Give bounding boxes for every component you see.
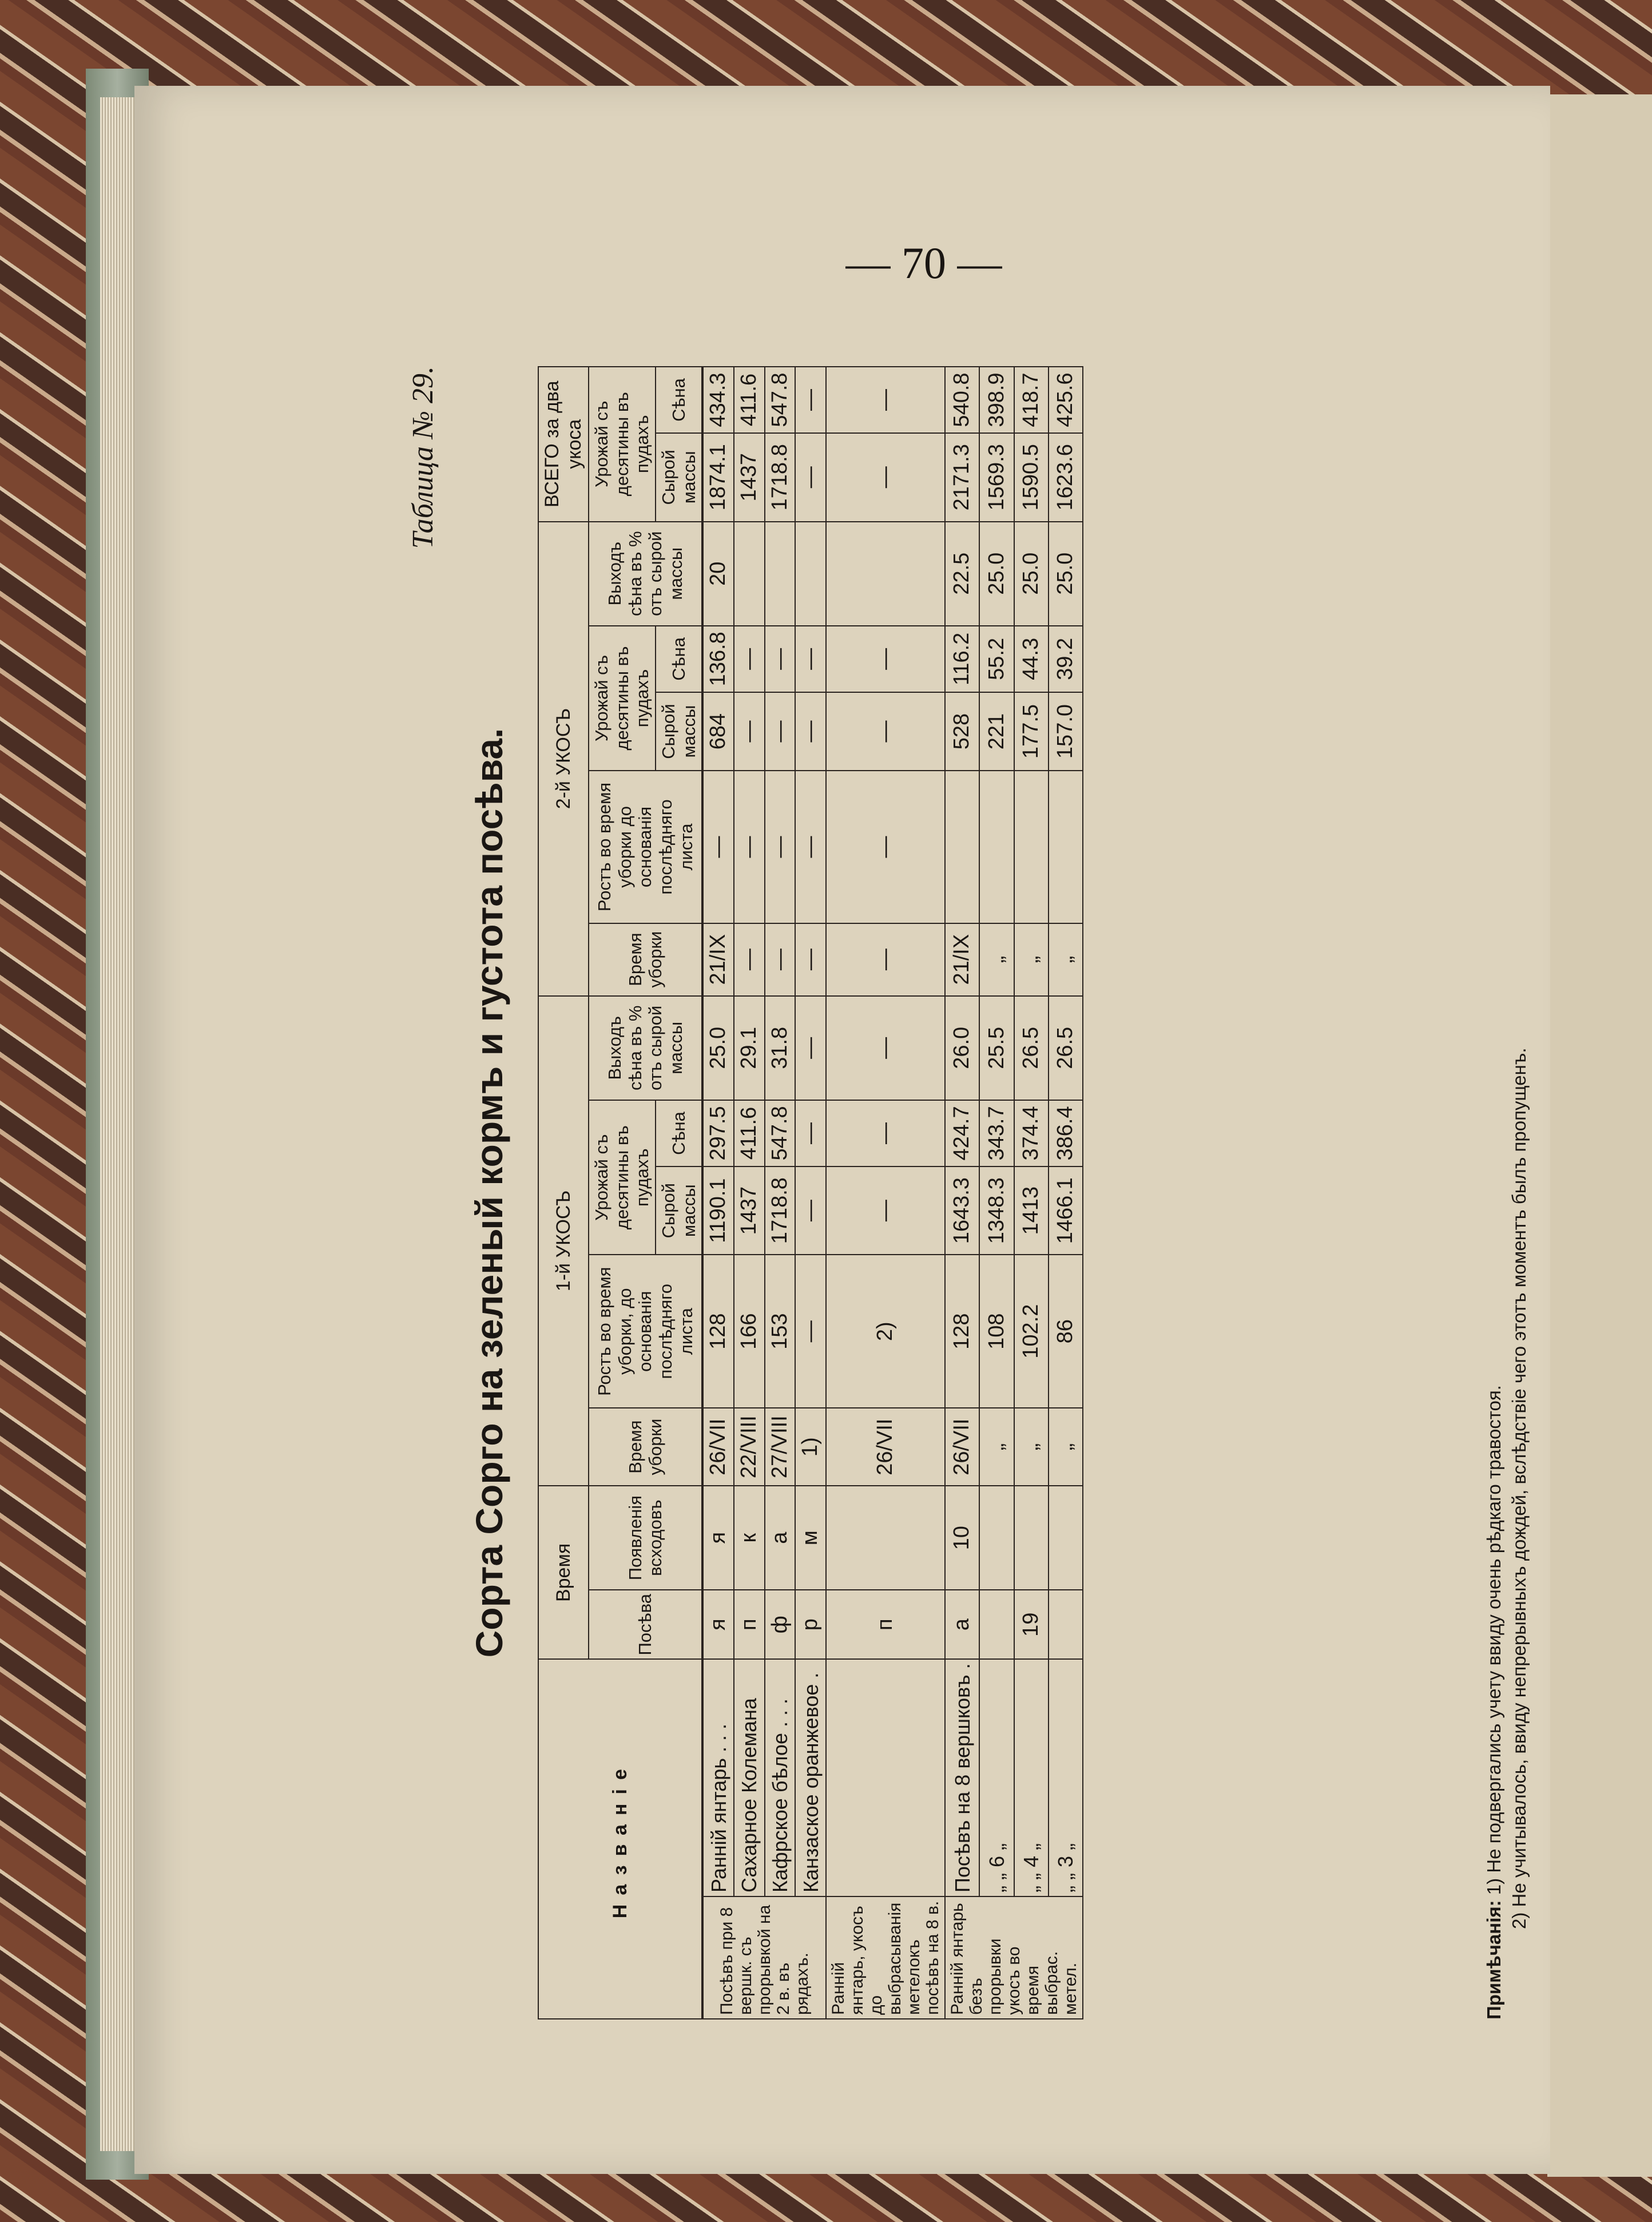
cell-hay: 424.7 <box>945 1100 979 1166</box>
footnote-2 <box>1507 366 1532 2019</box>
footnote-2-text: 2) Не учитывалось, ввиду непрерывныхъ дождей, вслѣдствіе чего этотъ моментъ былъ пропущенъ. <box>1508 1047 1530 1929</box>
cell-hay2: 116.2 <box>945 626 979 692</box>
cell-growth: 153 <box>765 1255 796 1408</box>
header-harvest-time: Время уборки <box>589 1408 702 1486</box>
footnote-1-text: 1) Не подвергались учету ввиду очень рѣдкаго травостоя. <box>1483 1385 1504 1895</box>
cell-hay: — <box>826 1100 945 1166</box>
cell-hay-t: 418.7 <box>1014 367 1049 433</box>
cell-out: — <box>795 996 826 1100</box>
cell-growth: 128 <box>945 1255 979 1408</box>
cell-emergence: 10 <box>945 1486 979 1590</box>
cell-growth2 <box>1049 771 1083 923</box>
cell-harvest2: — <box>826 923 945 996</box>
cell-raw-t: 1437 <box>734 433 765 522</box>
cell-emergence <box>1014 1486 1049 1590</box>
cell-emergence: м <box>795 1486 826 1590</box>
cell-growth2: — <box>795 771 826 923</box>
cell-hay-t: 434.3 <box>702 367 734 433</box>
cell-hay-t: — <box>795 367 826 433</box>
header-cut2: 2-й УКОСЪ <box>538 522 589 996</box>
cell-raw-t: 2171.3 <box>945 433 979 522</box>
cell-out2: 20 <box>702 522 734 626</box>
cell-hay-t: 425.6 <box>1049 367 1083 433</box>
cell-out: 26.0 <box>945 996 979 1100</box>
cell-growth2 <box>1014 771 1049 923</box>
cell-harvest: 22/VIII <box>734 1408 765 1486</box>
cell-raw-t: 1569.3 <box>979 433 1014 522</box>
cell-out2 <box>765 522 796 626</box>
header-hay-out: Выходъ сѣна въ % отъ сырой массы <box>589 996 702 1100</box>
header-raw: Сырой массы <box>656 1166 702 1255</box>
row-name <box>826 1659 945 1896</box>
header-hay-out-2: Выходъ сѣна въ % отъ сырой массы <box>589 522 702 626</box>
cell-out2 <box>734 522 765 626</box>
cell-raw2: — <box>734 692 765 771</box>
row-name: „ „ 4 „ <box>1014 1659 1049 1896</box>
cell-harvest2: — <box>765 923 796 996</box>
cell-growth: 166 <box>734 1255 765 1408</box>
cell-sowing: 19 <box>1014 1590 1049 1659</box>
cell-hay2: — <box>734 626 765 692</box>
cell-raw: 1718.8 <box>765 1166 796 1255</box>
cell-raw: 1437 <box>734 1166 765 1255</box>
cell-raw: 1190.1 <box>702 1166 734 1255</box>
header-harvest-time-2: Время уборки <box>589 923 702 996</box>
cell-raw-t: — <box>826 433 945 522</box>
cell-growth: — <box>795 1255 826 1408</box>
cell-hay: 386.4 <box>1049 1100 1083 1166</box>
footnotes <box>1482 366 1532 2019</box>
cell-emergence <box>1049 1486 1083 1590</box>
table-number: Таблица № 29. <box>407 366 439 549</box>
cell-raw2: — <box>826 692 945 771</box>
cell-harvest2: „ <box>1014 923 1049 996</box>
header-sowing: Посѣва <box>589 1590 702 1659</box>
cell-hay2: — <box>795 626 826 692</box>
table-title: Сорта Сорго на зеленый кормъ и густота посѣва. <box>468 728 510 1658</box>
table-row <box>1049 367 1083 2019</box>
cell-hay: 547.8 <box>765 1100 796 1166</box>
cell-hay-t: 547.8 <box>765 367 796 433</box>
rotated-table-block <box>406 366 1556 2019</box>
cell-growth: 86 <box>1049 1255 1083 1408</box>
table-row <box>826 367 945 2019</box>
cell-raw: 1413 <box>1014 1166 1049 1255</box>
header-growth-2: Ростъ во время уборки до основанія послѣдняго листа <box>589 771 702 923</box>
cell-growth2: — <box>734 771 765 923</box>
cell-harvest: 1) <box>795 1408 826 1486</box>
cell-out: 31.8 <box>765 996 796 1100</box>
cell-out2: 22.5 <box>945 522 979 626</box>
cell-emergence <box>979 1486 1014 1590</box>
cell-out: 26.5 <box>1049 996 1083 1100</box>
table-row <box>765 367 796 2019</box>
cell-harvest2: 21/IX <box>945 923 979 996</box>
cell-harvest: „ <box>1014 1408 1049 1486</box>
row-group-label: Ранній янтарь безъ прорывки укосъ во время выбрас. метел. <box>945 1896 1083 2019</box>
cell-hay: 343.7 <box>979 1100 1014 1166</box>
cell-growth2 <box>979 771 1014 923</box>
header-hay-2: Сѣна <box>656 626 702 692</box>
cell-raw-t: 1874.1 <box>702 433 734 522</box>
cell-harvest2: — <box>734 923 765 996</box>
cell-hay: 374.4 <box>1014 1100 1049 1166</box>
cell-sowing <box>979 1590 1014 1659</box>
table-row <box>979 367 1014 2019</box>
row-name: Посѣвъ на 8 вершковъ . <box>945 1659 979 1896</box>
header-growth: Ростъ во время уборки, до основанія послѣдняго листа <box>589 1255 702 1408</box>
facing-page <box>1547 94 1652 2177</box>
cell-emergence: а <box>765 1486 796 1590</box>
cell-out: 25.0 <box>702 996 734 1100</box>
page-number: — 70 — <box>845 238 1002 288</box>
cell-raw2: 177.5 <box>1014 692 1049 771</box>
table-body <box>702 367 1083 2019</box>
cell-raw2: 528 <box>945 692 979 771</box>
footnote-1 <box>1482 366 1507 2019</box>
cell-sowing: п <box>826 1590 945 1659</box>
header-hay-total: Сѣна <box>656 367 702 433</box>
cell-sowing <box>1049 1590 1083 1659</box>
cell-raw: 1643.3 <box>945 1166 979 1255</box>
cell-out: 29.1 <box>734 996 765 1100</box>
row-name: „ „ 6 „ <box>979 1659 1014 1896</box>
header-yield-total: Урожай съ десятины въ пудахъ <box>589 367 656 522</box>
cell-hay2: 39.2 <box>1049 626 1083 692</box>
cell-out2: 25.0 <box>1014 522 1049 626</box>
cell-raw-t: — <box>795 433 826 522</box>
cell-harvest: 26/VII <box>702 1408 734 1486</box>
header-emergence: Появленія всходовъ <box>589 1486 702 1590</box>
cell-hay2: — <box>765 626 796 692</box>
cell-hay-t: 540.8 <box>945 367 979 433</box>
cell-hay2: 44.3 <box>1014 626 1049 692</box>
cell-raw: 1348.3 <box>979 1166 1014 1255</box>
cell-growth: 102.2 <box>1014 1255 1049 1408</box>
footnotes-label: Примѣчанія: <box>1483 1900 1504 2019</box>
cell-sowing: п <box>734 1590 765 1659</box>
cell-growth2: — <box>702 771 734 923</box>
cell-hay2: 55.2 <box>979 626 1014 692</box>
header-yield-2: Урожай съ десятины въ пудахъ <box>589 626 656 771</box>
row-group-label: Посѣвъ при 8 вершк. съ прорывкой на 2 в. въ рядахъ. <box>702 1896 826 2019</box>
cell-out: — <box>826 996 945 1100</box>
cell-harvest2: — <box>795 923 826 996</box>
header-hay: Сѣна <box>656 1100 702 1166</box>
row-group-label: Ранній янтарь, укосъ до выбрасыванія метелокъ посѣвъ на 8 в. <box>826 1896 945 2019</box>
table-row <box>702 367 734 2019</box>
cell-harvest: 27/VIII <box>765 1408 796 1486</box>
cell-hay2: 136.8 <box>702 626 734 692</box>
cell-harvest2: „ <box>1049 923 1083 996</box>
cell-harvest2: 21/IX <box>702 923 734 996</box>
cell-hay-t: 398.9 <box>979 367 1014 433</box>
row-name: „ „ 3 „ <box>1049 1659 1083 1896</box>
cell-growth2: — <box>826 771 945 923</box>
cell-sowing: я <box>702 1590 734 1659</box>
cell-raw2: 221 <box>979 692 1014 771</box>
header-name: Названіе <box>538 1659 702 2019</box>
cell-hay-t: — <box>826 367 945 433</box>
row-name: Канзаское оранжевое . <box>795 1659 826 1896</box>
header-raw-2: Сырой массы <box>656 692 702 771</box>
cell-hay: — <box>795 1100 826 1166</box>
table-row <box>734 367 765 2019</box>
header-yield: Урожай съ десятины въ пудахъ <box>589 1100 656 1255</box>
row-name: Кафрское бѣлое . . . <box>765 1659 796 1896</box>
cell-sowing: ф <box>765 1590 796 1659</box>
cell-growth2 <box>945 771 979 923</box>
cell-raw-t: 1590.5 <box>1014 433 1049 522</box>
cell-growth: 2) <box>826 1255 945 1408</box>
table-row <box>795 367 826 2019</box>
cell-sowing: а <box>945 1590 979 1659</box>
cell-emergence: к <box>734 1486 765 1590</box>
cell-harvest: 26/VII <box>945 1408 979 1486</box>
cell-hay: 297.5 <box>702 1100 734 1166</box>
cell-harvest: „ <box>1049 1408 1083 1486</box>
cell-hay2: — <box>826 626 945 692</box>
header-raw-total: Сырой массы <box>656 433 702 522</box>
cell-raw-t: 1623.6 <box>1049 433 1083 522</box>
header-time: Время <box>538 1486 589 1659</box>
cell-raw: 1466.1 <box>1049 1166 1083 1255</box>
cell-raw2: 157.0 <box>1049 692 1083 771</box>
table-row <box>945 367 979 2019</box>
cell-raw2: — <box>765 692 796 771</box>
cell-emergence: я <box>702 1486 734 1590</box>
cell-out: 26.5 <box>1014 996 1049 1100</box>
cell-out2: 25.0 <box>979 522 1014 626</box>
cell-harvest2: „ <box>979 923 1014 996</box>
cell-hay: 411.6 <box>734 1100 765 1166</box>
cell-emergence <box>826 1486 945 1590</box>
cell-harvest: „ <box>979 1408 1014 1486</box>
cell-raw-t: 1718.8 <box>765 433 796 522</box>
cell-out2: 25.0 <box>1049 522 1083 626</box>
row-name: Ранній янтарь . . . <box>702 1659 734 1896</box>
cell-harvest: 26/VII <box>826 1408 945 1486</box>
cell-out2 <box>826 522 945 626</box>
cell-growth: 128 <box>702 1255 734 1408</box>
cell-growth: 108 <box>979 1255 1014 1408</box>
header-total: ВСЕГО за два укоса <box>538 367 589 522</box>
cell-raw2: 684 <box>702 692 734 771</box>
table-row <box>1014 367 1049 2019</box>
cell-sowing: р <box>795 1590 826 1659</box>
cell-out: 25.5 <box>979 996 1014 1100</box>
cell-out2 <box>795 522 826 626</box>
cell-raw: — <box>795 1166 826 1255</box>
header-cut1: 1-й УКОСЪ <box>538 996 589 1486</box>
cell-growth2: — <box>765 771 796 923</box>
sorghum-table <box>538 366 1083 2019</box>
cell-raw2: — <box>795 692 826 771</box>
row-name: Сахарное Колемана <box>734 1659 765 1896</box>
cell-hay-t: 411.6 <box>734 367 765 433</box>
cell-raw: — <box>826 1166 945 1255</box>
